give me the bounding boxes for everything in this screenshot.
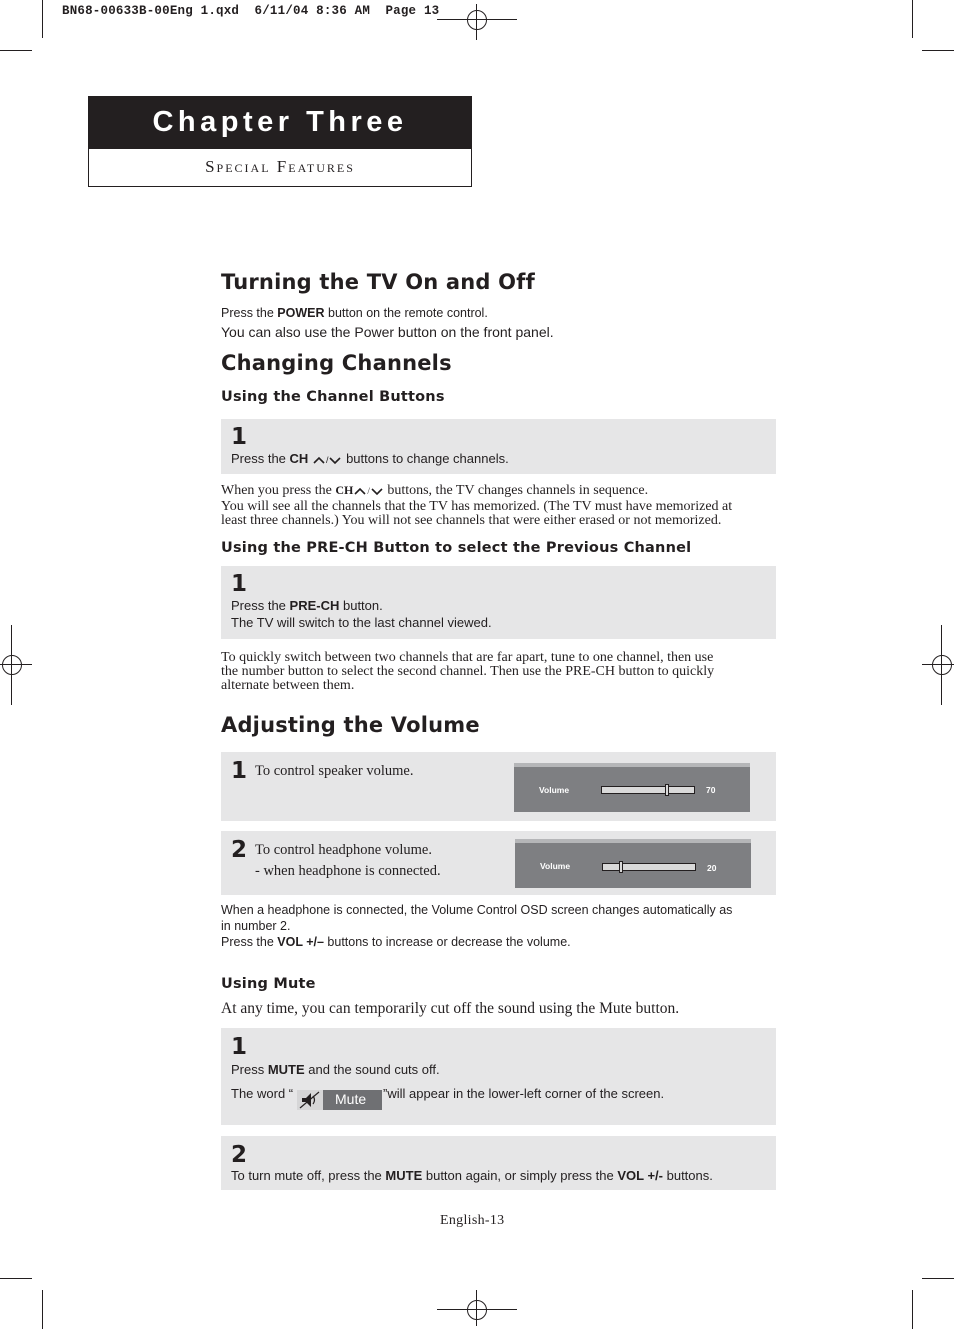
registration-mark	[467, 10, 487, 30]
volume-knob	[619, 861, 623, 873]
step-text: To control speaker volume.	[255, 763, 414, 779]
channel-sequence-note: When you press the CH / buttons, the TV changes channels in sequence. You will see all the channels that the TV has memorized. (The TV must have memorized at least three channels.) You will not see channels that were either erased or not memorized.	[221, 483, 733, 528]
subheading-prech: Using the PRE-CH Button to select the Previous Channel	[221, 540, 692, 556]
chapter-header	[88, 96, 472, 187]
step-number: 2	[231, 837, 248, 863]
step-text: Press MUTE and the sound cuts off.	[231, 1062, 440, 1077]
step-text: To control headphone volume.	[255, 842, 432, 858]
crop-mark	[922, 1278, 954, 1279]
registration-line	[11, 625, 12, 705]
registration-line	[922, 664, 954, 665]
page-number: English-13	[440, 1213, 505, 1228]
mute-badge-label: Mute	[335, 1091, 367, 1107]
registration-mark	[467, 1300, 487, 1320]
registration-mark	[932, 655, 952, 675]
front-panel-note: You can also use the Power button on the front panel.	[221, 324, 554, 340]
crop-mark	[42, 0, 43, 38]
crop-mark	[0, 1278, 32, 1279]
registration-line	[941, 625, 942, 705]
registration-mark	[2, 655, 22, 675]
registration-line	[476, 4, 477, 40]
step-text: The word “	[231, 1086, 294, 1101]
crop-mark	[912, 0, 913, 38]
crop-mark	[42, 1290, 43, 1329]
step-box-channel	[221, 419, 776, 474]
registration-line	[437, 19, 517, 20]
volume-bar	[601, 786, 695, 794]
registration-line	[0, 664, 32, 665]
volume-osd	[515, 839, 751, 888]
crop-mark	[922, 50, 954, 51]
step-text: - when headphone is connected.	[255, 863, 441, 879]
volume-knob	[665, 784, 669, 796]
prech-note: To quickly switch between two channels that are far apart, tune to one channel, then use the number button to select the second channel. Then use the PRE-CH button to quickly alternate between them.	[221, 650, 715, 693]
step-number: 2	[231, 1142, 248, 1168]
section-heading-channels: Changing Channels	[221, 351, 452, 375]
chapter-title: Chapter Three	[89, 97, 471, 149]
step-box-prech	[221, 566, 776, 639]
step-box-speaker-volume	[221, 752, 776, 821]
chevron-down-icon	[370, 485, 384, 497]
step-box-mute-on	[221, 1028, 776, 1125]
print-slug: BN68-00633B-00Eng 1.qxd 6/11/04 8:36 AM Page 13	[62, 4, 440, 18]
osd-label: Volume	[540, 861, 571, 871]
crop-mark	[0, 50, 32, 51]
step-text: ”will appear in the lower-left corner of the screen.	[383, 1086, 665, 1101]
step-number: 1	[231, 424, 248, 450]
headphone-note: When a headphone is connected, the Volume Control OSD screen changes automatically as in number 2. Press the VOL +/– buttons to increase or decrease the volume.	[221, 903, 733, 949]
crop-mark	[912, 1290, 913, 1329]
step-box-mute-off	[221, 1136, 776, 1190]
volume-osd	[514, 763, 750, 812]
chevron-up-icon	[353, 485, 367, 497]
step-number: 1	[231, 571, 248, 597]
chevron-down-icon	[328, 454, 342, 466]
chapter-subtitle: Special Features	[205, 157, 355, 176]
subheading-channel-buttons: Using the Channel Buttons	[221, 389, 445, 405]
step-text: To turn mute off, press the MUTE button again, or simply press the VOL +/- buttons.	[231, 1168, 713, 1183]
osd-value: 70	[706, 785, 716, 795]
chevron-up-icon	[312, 454, 326, 466]
step-box-headphone-volume	[221, 831, 776, 895]
mute-intro: At any time, you can temporarily cut off the sound using the Mute button.	[221, 1000, 680, 1017]
osd-label: Volume	[539, 785, 570, 795]
subheading-mute: Using Mute	[221, 976, 316, 992]
step-text: Press the CH / buttons to change channels.	[231, 451, 509, 466]
section-heading-volume: Adjusting the Volume	[221, 713, 480, 737]
step-number: 1	[231, 758, 248, 784]
speaker-muted-icon	[297, 1090, 323, 1110]
step-text: The TV will switch to the last channel viewed.	[231, 615, 492, 630]
registration-line	[476, 1290, 477, 1326]
volume-bar	[602, 863, 696, 871]
osd-value: 20	[707, 863, 717, 873]
registration-line	[437, 1309, 517, 1310]
section-heading-turning: Turning the TV On and Off	[221, 270, 535, 294]
power-instruction: Press the POWER button on the remote control.	[221, 306, 488, 320]
mute-osd-badge	[297, 1090, 382, 1110]
step-number: 1	[231, 1034, 248, 1060]
step-text: Press the PRE-CH button.	[231, 598, 383, 613]
